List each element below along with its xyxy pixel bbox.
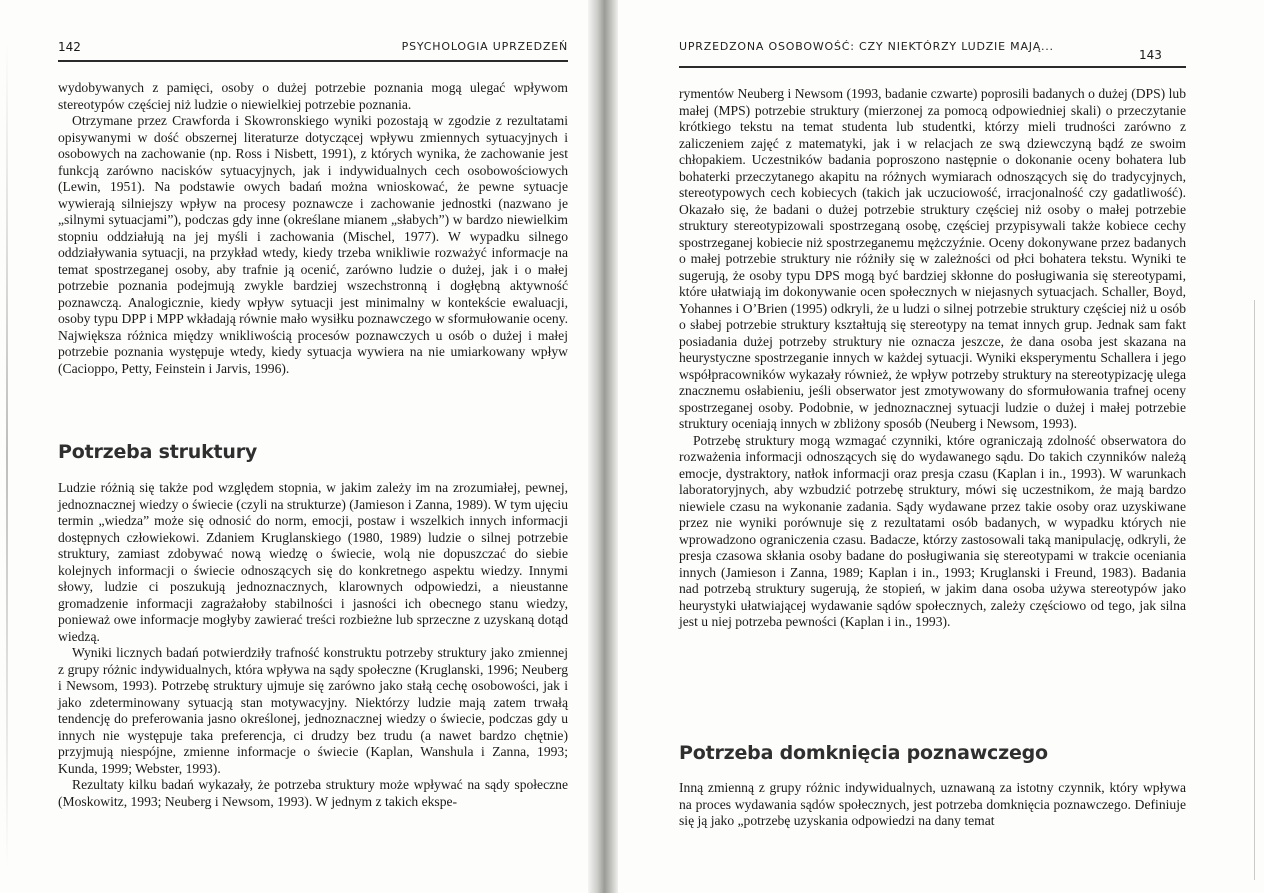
left-page [0, 0, 595, 893]
paragraph: wydobywanych z pamięci, osoby o dużej potrzebie poznania mogą ulegać wpływom stereotypów częściej niż ludzie o niewielkiej potrzebie poznania. [58, 80, 568, 112]
header-rule [58, 60, 568, 62]
section-heading: Potrzeba domknięcia poznawczego [679, 742, 1048, 764]
paragraph: Rezultaty kilku badań wykazały, że potrzeba struktury może wpływać na sądy społeczne (Moskowitz, 1993; Neuberg i Newsom, 1993). W jednym z takich ekspe- [58, 777, 568, 809]
body-text-block [679, 86, 1186, 631]
body-text-block [58, 480, 568, 810]
paragraph: Inną zmienną z grupy różnic indywidualnych, uznawaną za istotny czynnik, który wpływa na proces wydawania sądów społecznych, jest potrzeba domknięcia poznawczego. Definiuje się ją jako „potrzebę uzyskania odpowiedzi na dany temat [679, 780, 1186, 828]
paragraph: rymentów Neuberg i Newsom (1993, badanie czwarte) poprosili badanych o dużej (DPS) lub małej (MPS) potrzebie struktury (mierzonej za pomocą odpowiedniej skali) o przeczytanie krótkiego tekstu na temat studenta lub studentki, którzy mieli trudności zarówno z zaliczeniem zajęć z matematyki, jak i w relacjach ze swą dziewczyną bądź ze swoim chłopakiem. Uczestników badania poproszono następnie o dokonanie oceny bohatera lub bohaterki przeczytanego akapitu na różnych wymiarach odnoszących się do tradycyjnych, stereotypowych cech kobiecych (takich jak uczuciowość, irracjonalność czy gadatliwość). Okazało się, że badani o dużej potrzebie struktury częściej niż osoby o małej potrzebie struktury stereotypizowali spostrzeganą osobę, częściej przypisywali także kobiece cechy spostrzeganej kobiecie niż spostrzeganemu mężczyźnie. Oceny dokonywane przez badanych o małej potrzebie struktury nie różniły się w zależności od płci bohatera tekstu. Wyniki te sugerują, że osoby typu DPS mogą być bardziej skłonne do posługiwania się stereotypami, które ułatwiają im dokonywanie ocen społecznych w niejasnych sytuacjach. Schaller, Boyd, Yohannes i O’Brien (1995) odkryli, że u ludzi o silnej potrzebie struktury częściej niż u osób o słabej potrzebie struktury kształtują się stereotypy na temat innych grup. Jednak sam fakt posiadania dużej potrzeby struktury nie oznacza jeszcze, że dana osoba jest skazana na heurystyczne spostrzeganie innych w każdej sytuacji. Wyniki eksperymentu Schallera i jego współpracowników wykazały również, że wpływ potrzeby struktury na stereotypizację ulega znacznemu osłabieniu, jeśli obserwator jest zmotywowany do sformułowania trafnej oceny spostrzeganej osoby. Podobnie, w jednoznacznej sytuacji ludzie o dużej i małej potrzebie struktury oceniają innych w zbliżony sposób (Neuberg i Newsom, 1993). [679, 86, 1186, 431]
header-rule [679, 66, 1186, 68]
paragraph: Ludzie różnią się także pod względem stopnia, w jakim zależy im na zrozumiałej, pewnej, jednoznacznej wiedzy o świecie (czyli na strukturze) (Jamieson i Zanna, 1989). W tym ujęciu termin „wiedza” może się odnosić do norm, emocji, postaw i wszelkich innych informacji dostępnych człowiekowi. Zdaniem Kruglanskiego (1980, 1989) ludzie o silnej potrzebie struktury, zamiast zdobywać nową wiedzę o świecie, wolą nie dopuszczać do siebie kolejnych informacji o świecie odnoszących się do konkretnego aspektu wiedzy. Innymi słowy, ludzie ci poszukują jednoznacznych, klarownych odpowiedzi, a nieustanne gromadzenie informacji zagrażałoby stabilności i jasności ich obecnego stanu wiedzy, ponieważ owe informacje mogłyby zawierać treści rozbieżne lub sprzeczne z uzyskaną dotąd wiedzą. [58, 480, 568, 644]
section-heading: Potrzeba struktury [58, 441, 258, 463]
body-text-block [679, 780, 1186, 830]
running-head: UPRZEDZONA OSOBOWOŚĆ: CZY NIEKTÓRZY LUDZIE MAJĄ... [679, 40, 1054, 53]
page-number: 142 [58, 40, 81, 54]
paragraph: Otrzymane przez Crawforda i Skowronskiego wyniki pozostają w zgodzie z rezultatami opisywanymi w dość obszernej literaturze dotyczącej wpływu zmiennych sytuacyjnych i osobowych na zachowanie (np. Ross i Nisbett, 1991), z których wynika, że zachowanie jest funkcją zarówno nacisków sytuacyjnych, jak i indywidualnych cech osobowościowych (Lewin, 1951). Na podstawie owych badań można wnioskować, że pewne sytuacje wywierają silniejszy wpływ na procesy poznawcze i zachowanie jednostki (nazwano je „silnymi sytuacjami”), podczas gdy inne (określane mianem „słabych”) w bardzo niewielkim stopniu oddziałują na jej myśli i zachowania (Mischel, 1977). W wypadku silnego oddziaływania sytuacji, na przykład wtedy, kiedy trzeba wnikliwie rozważyć informacje na temat spostrzeganej osoby, aby trafnie ją ocenić, zarówno ludzie o dużej, jak i o małej potrzebie poznania podejmują zwykle bardziej wszechstronną i dogłębną aktywność poznawczą. Analogicznie, kiedy wpływ sytuacji jest minimalny w kontekście ewaluacji, osoby typu DPP i MPP wkładają równie mało wysiłku poznawczego w sformułowanie oceny. Największa różnica między wnikliwością procesów poznawczych u osób o dużej i małej potrzebie poznania występuje wtedy, kiedy sytuacja wywiera na nie umiarkowany wpływ (Cacioppo, Petty, Feinstein i Jarvis, 1996). [58, 113, 568, 376]
right-page [615, 0, 1264, 893]
running-head: PSYCHOLOGIA UPRZEDZEŃ [401, 40, 568, 53]
body-text-block [58, 80, 568, 377]
paragraph: Wyniki licznych badań potwierdziły trafność konstruktu potrzeby struktury jako zmiennej z grupy różnic indywidualnych, która wpływa na sądy społeczne (Kruglanski, 1996; Neuberg i Newsom, 1993). Potrzebę struktury ujmuje się zarówno jako stałą cechę osobowości, jak i jako zdeterminowany sytuacją stan motywacyjny. Niektórzy ludzie mają zatem trwałą tendencję do preferowania jasno określonej, jednoznacznej wiedzy o świecie, podczas gdy u innych nie występuje taka preferencja, ci drudzy bez trudu (a nawet bardzo chętnie) przyjmują niespójne, zmienne informacje o świecie (Kaplan, Wanshula i Zanna, 1993; Kunda, 1999; Webster, 1993). [58, 645, 568, 776]
paragraph: Potrzebę struktury mogą wzmagać czynniki, które ograniczają zdolność obserwatora do rozważenia informacji odnoszących się do wydawanego sądu. Do takich czynników należą emocje, dystraktory, natłok informacji oraz presja czasu (Kaplan i in., 1993). W warunkach laboratoryjnych, aby wzbudzić potrzebę struktury, mówi się uczestnikom, że mają bardzo niewiele czasu na wykonanie zadania. Sądy wydawane przez takie osoby oraz uzyskiwane przez nie wyniki porównuje się z rezultatami osób badanych, w wypadku których nie wprowadzono ograniczenia czasu. Badacze, którzy zastosowali taką manipulację, odkryli, że presja czasowa skłania osoby badane do posługiwania się stereotypami w trakcie oceniania innych (Jamieson i Zanna, 1989; Kaplan i in., 1993; Kruglanski i Freund, 1983). Badania nad potrzebą struktury sugerują, że stopień, w jakim dana osoba używa stereotypów jako heurystyki ułatwiającej wydawanie sądów społecznych, zależy częściowo od tego, jak silna jest u niej potrzeba pewności (Kaplan i in., 1993). [679, 432, 1186, 629]
page-number: 143 [1139, 48, 1162, 62]
